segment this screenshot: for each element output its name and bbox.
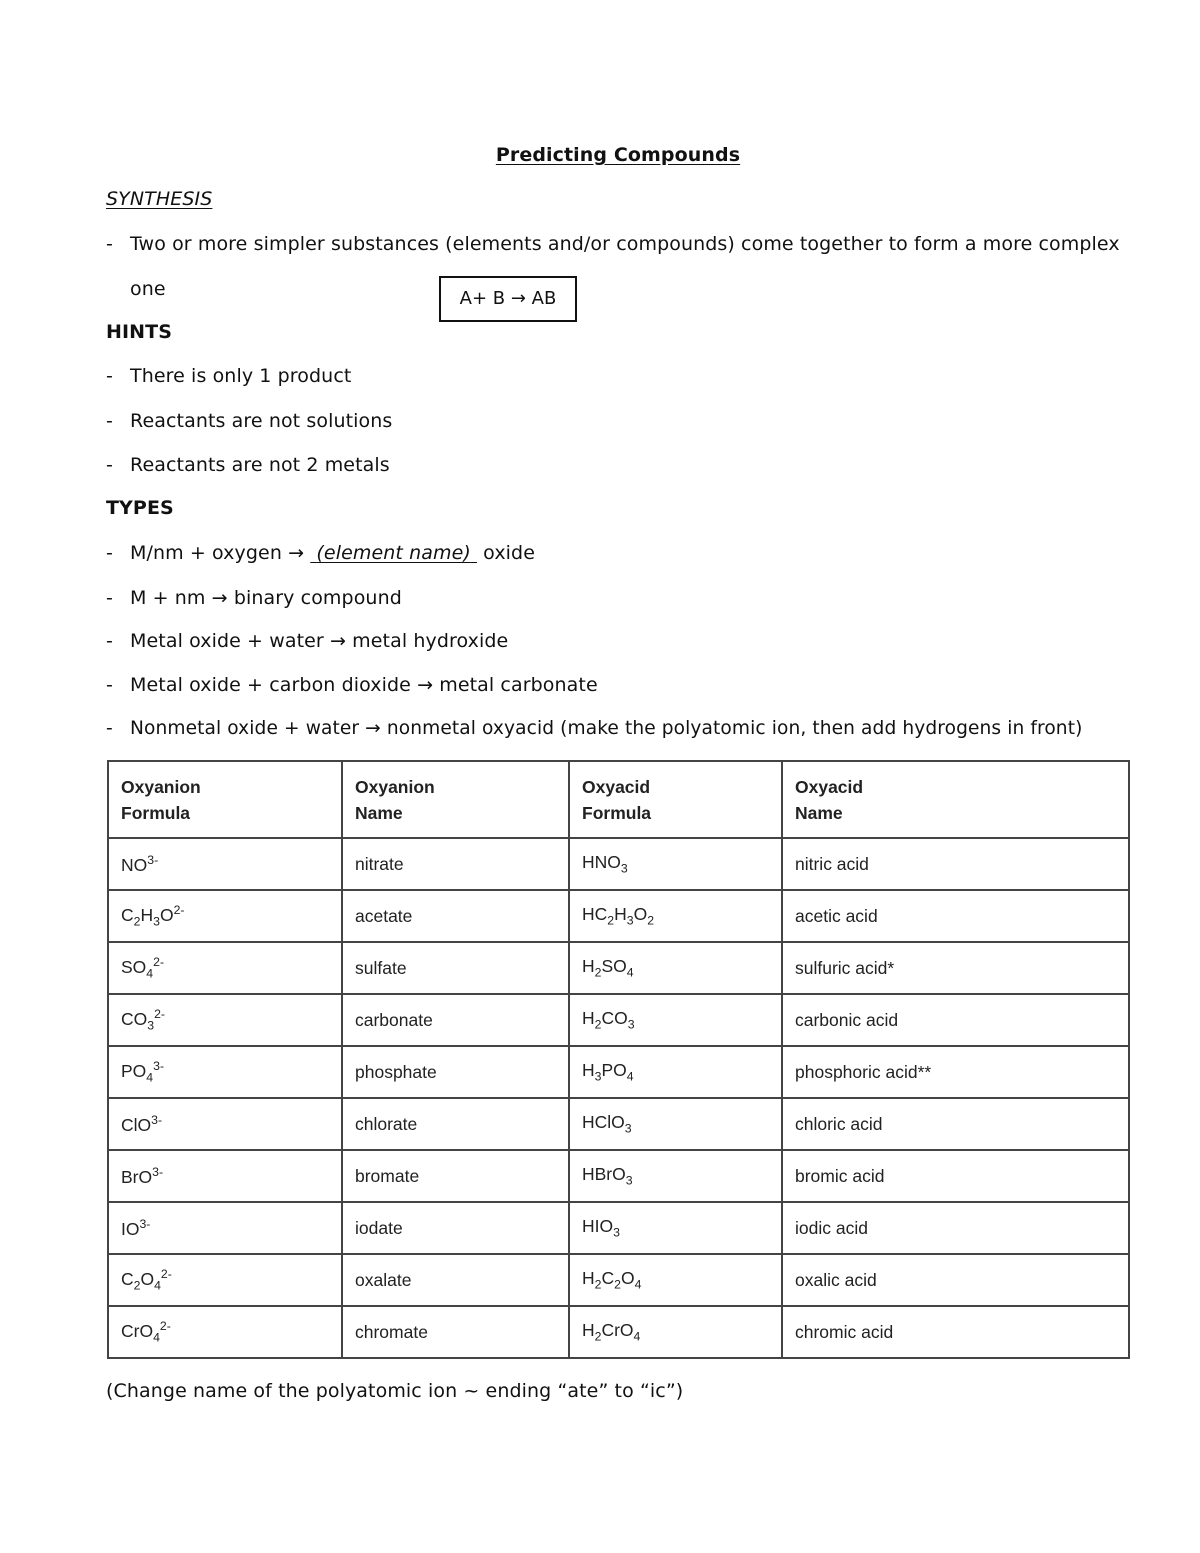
cell-oxyanion-formula: $IO^{3-}$ bbox=[108, 1202, 342, 1254]
cell-oxyanion-formula: BrO$^{3-}$ bbox=[108, 1150, 342, 1202]
cell-oxyanion-name: bromate bbox=[342, 1150, 569, 1202]
cell-oxyacid-formula: $H_3PO_4$ bbox=[569, 1046, 782, 1098]
table-row bbox=[108, 1202, 1129, 1254]
hint-item bbox=[106, 364, 351, 388]
cell-oxyacid-formula: $HC_2H_3O_2$ bbox=[569, 890, 782, 942]
synthesis-definition-line1: Two or more simpler substances (elements and/or compounds) come together to form a more complex bbox=[130, 233, 1120, 255]
header-line: Name bbox=[355, 802, 403, 823]
cell-oxyanion-name: iodate bbox=[342, 1202, 569, 1254]
bullet-dash: - bbox=[106, 718, 113, 739]
cell-oxyacid-formula: HBrO$_3$ bbox=[569, 1150, 782, 1202]
header-oxyanion-name bbox=[342, 761, 569, 838]
header-line: Oxyanion bbox=[355, 776, 435, 797]
type-item bbox=[106, 541, 535, 565]
table-row bbox=[108, 890, 1129, 942]
type-item bbox=[106, 717, 1082, 741]
cell-oxyanion-formula: $NO^{3-}$ bbox=[108, 838, 342, 890]
synthesis-definition bbox=[106, 232, 1120, 256]
bullet-dash: - bbox=[106, 365, 113, 387]
cell-oxyanion-formula: $CO_3^{2-}$ bbox=[108, 994, 342, 1046]
type-text: oxide bbox=[477, 542, 535, 564]
cell-oxyanion-formula: ClO$^{3-}$ bbox=[108, 1098, 342, 1150]
type-item bbox=[106, 629, 508, 653]
header-line: Oxyacid bbox=[795, 776, 864, 797]
type-text: M/nm + oxygen → bbox=[130, 542, 311, 564]
header-oxyacid-formula bbox=[569, 761, 782, 838]
table-row bbox=[108, 1150, 1129, 1202]
synthesis-heading: SYNTHESIS bbox=[106, 188, 213, 210]
table-row bbox=[108, 1046, 1129, 1098]
cell-oxyacid-name: iodic acid bbox=[782, 1202, 1129, 1254]
cell-oxyacid-formula: $H_2SO_4$ bbox=[569, 942, 782, 994]
type-text: M + nm → binary compound bbox=[130, 587, 402, 609]
cell-oxyacid-formula: $H_2CrO_4$ bbox=[569, 1306, 782, 1358]
header-line: Formula bbox=[582, 802, 652, 823]
table-row bbox=[108, 1306, 1129, 1358]
cell-oxyacid-formula: $H_2C_2O_4$ bbox=[569, 1254, 782, 1306]
header-oxyacid-name bbox=[782, 761, 1129, 838]
cell-oxyanion-formula: $PO_4^{3-}$ bbox=[108, 1046, 342, 1098]
type-text: Metal oxide + carbon dioxide → metal carbonate bbox=[130, 674, 598, 696]
hints-heading: HINTS bbox=[106, 321, 173, 343]
cell-oxyanion-formula: $C_2H_3O^{2-}$ bbox=[108, 890, 342, 942]
header-line: Oxyacid bbox=[582, 776, 651, 797]
header-line: Formula bbox=[121, 802, 191, 823]
type-item bbox=[106, 586, 402, 610]
cell-oxyacid-formula: $HNO_3$ bbox=[569, 838, 782, 890]
bullet-dash: - bbox=[106, 454, 113, 476]
hint-item bbox=[106, 453, 390, 477]
cell-oxyanion-formula: $C_2O_4^{2-}$ bbox=[108, 1254, 342, 1306]
cell-oxyacid-name: chromic acid bbox=[782, 1306, 1129, 1358]
page-title: Predicting Compounds bbox=[495, 144, 741, 166]
header-line: Oxyanion bbox=[121, 776, 201, 797]
cell-oxyanion-name: oxalate bbox=[342, 1254, 569, 1306]
element-name-blank bbox=[310, 542, 477, 564]
cell-oxyacid-name: phosphoric acid** bbox=[782, 1046, 1129, 1098]
footnote: (Change name of the polyatomic ion ~ ending “ate” to “ic”) bbox=[106, 1380, 684, 1402]
cell-oxyacid-formula: $H_2CO_3$ bbox=[569, 994, 782, 1046]
type-text: Nonmetal oxide + water → nonmetal oxyacid (make the polyatomic ion, then add hydrogens in front) bbox=[130, 718, 1083, 739]
type-text: Metal oxide + water → metal hydroxide bbox=[130, 630, 509, 652]
table-row bbox=[108, 942, 1129, 994]
bullet-dash: - bbox=[106, 233, 113, 255]
cell-oxyacid-name: oxalic acid bbox=[782, 1254, 1129, 1306]
bullet-dash: - bbox=[106, 674, 113, 696]
oxyanion-table bbox=[107, 760, 1130, 1359]
cell-oxyacid-formula: $HIO_3$ bbox=[569, 1202, 782, 1254]
cell-oxyanion-name: chromate bbox=[342, 1306, 569, 1358]
cell-oxyacid-name: sulfuric acid* bbox=[782, 942, 1129, 994]
cell-oxyacid-name: chloric acid bbox=[782, 1098, 1129, 1150]
table-header-row bbox=[108, 761, 1129, 838]
blank-label: (element name) bbox=[316, 542, 471, 564]
bullet-dash: - bbox=[106, 542, 113, 564]
bullet-dash: - bbox=[106, 410, 113, 432]
hint-item bbox=[106, 409, 392, 433]
bullet-dash: - bbox=[106, 587, 113, 609]
cell-oxyacid-name: bromic acid bbox=[782, 1150, 1129, 1202]
header-oxyanion-formula bbox=[108, 761, 342, 838]
type-item bbox=[106, 673, 598, 697]
general-equation-box: A+ B → AB bbox=[439, 276, 577, 322]
hint-text: There is only 1 product bbox=[130, 365, 352, 387]
hint-text: Reactants are not solutions bbox=[130, 410, 393, 432]
bullet-dash: - bbox=[106, 630, 113, 652]
hint-text: Reactants are not 2 metals bbox=[130, 454, 390, 476]
cell-oxyanion-name: carbonate bbox=[342, 994, 569, 1046]
cell-oxyacid-formula: HClO$_3$ bbox=[569, 1098, 782, 1150]
cell-oxyanion-name: sulfate bbox=[342, 942, 569, 994]
header-line: Name bbox=[795, 802, 843, 823]
table-row bbox=[108, 838, 1129, 890]
cell-oxyanion-name: acetate bbox=[342, 890, 569, 942]
cell-oxyanion-name: phosphate bbox=[342, 1046, 569, 1098]
table-body bbox=[108, 838, 1129, 1358]
cell-oxyanion-formula: CrO$_4^{2-}$ bbox=[108, 1306, 342, 1358]
table-row bbox=[108, 1098, 1129, 1150]
cell-oxyanion-name: chlorate bbox=[342, 1098, 569, 1150]
cell-oxyanion-name: nitrate bbox=[342, 838, 569, 890]
cell-oxyacid-name: nitric acid bbox=[782, 838, 1129, 890]
table-row bbox=[108, 1254, 1129, 1306]
types-heading: TYPES bbox=[106, 497, 174, 519]
cell-oxyacid-name: acetic acid bbox=[782, 890, 1129, 942]
synthesis-definition-line2: one bbox=[130, 278, 166, 300]
table-row bbox=[108, 994, 1129, 1046]
cell-oxyanion-formula: $SO_4^{2-}$ bbox=[108, 942, 342, 994]
cell-oxyacid-name: carbonic acid bbox=[782, 994, 1129, 1046]
